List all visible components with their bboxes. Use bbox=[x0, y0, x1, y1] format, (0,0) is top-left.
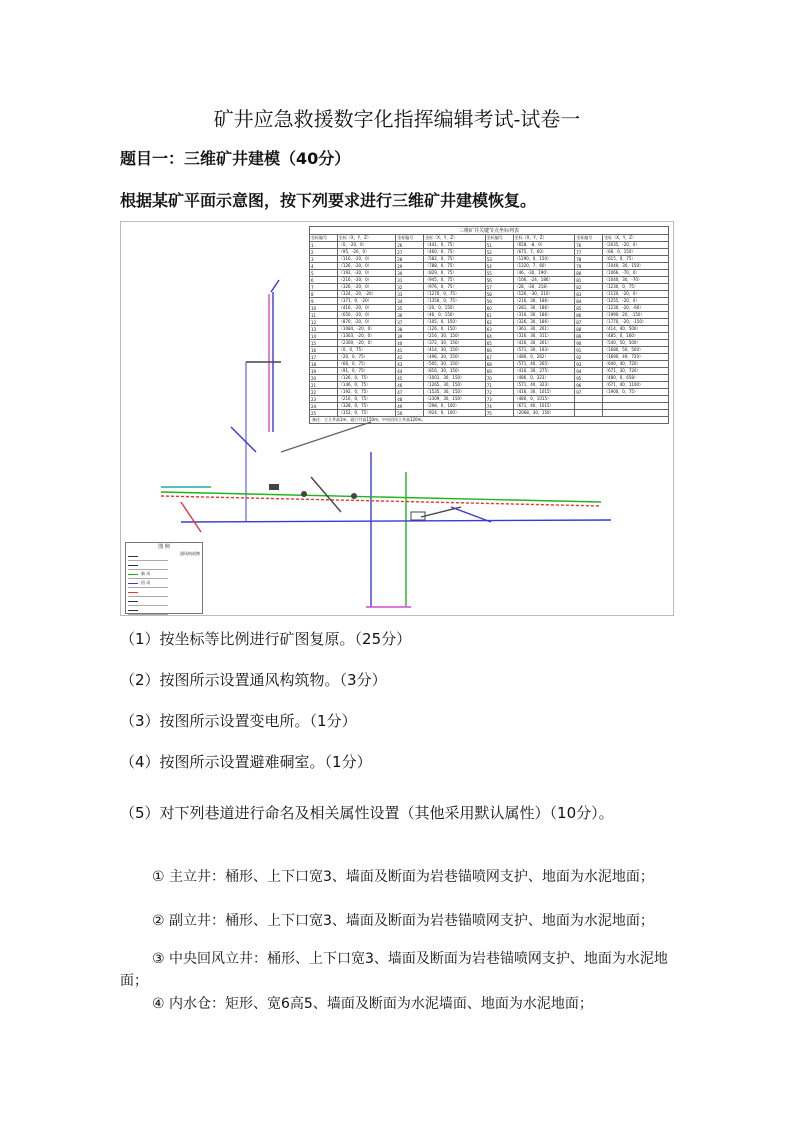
table-cell: 54 bbox=[485, 263, 513, 270]
table-cell: 74 bbox=[485, 403, 513, 410]
table-cell: （2300，-20，0） bbox=[337, 340, 395, 347]
table-cell: 50 bbox=[396, 410, 424, 417]
table-cell: （441，0，75） bbox=[424, 242, 486, 249]
table-cell: 51 bbox=[485, 242, 513, 249]
table-cell: 4 bbox=[310, 263, 338, 270]
subitem-1-number: ① bbox=[152, 869, 165, 885]
table-cell: （1690，49，720） bbox=[603, 354, 669, 361]
table-header-cell: 坐标编号 bbox=[575, 235, 603, 242]
subitem-4-text: 内水仓：矩形、宽6高5、墙面及断面为水泥墙面、地面为水泥地面； bbox=[169, 996, 593, 1012]
table-cell: 73 bbox=[485, 396, 513, 403]
branch-c bbox=[311, 477, 341, 512]
coordinate-table-note: 备注：主立井高1m，副立井高150m，中央回风立井高120m。 bbox=[309, 417, 669, 424]
table-cell: 40 bbox=[396, 340, 424, 347]
table-cell: （2035，-20，0） bbox=[603, 242, 669, 249]
table-cell: （945，0，75） bbox=[424, 277, 486, 284]
table-cell: 60 bbox=[485, 305, 513, 312]
table-row bbox=[310, 396, 669, 403]
table-cell: 2 bbox=[310, 249, 338, 256]
table-row bbox=[310, 270, 669, 277]
table-cell: （671，40，1015） bbox=[513, 403, 575, 410]
table-cell: 97 bbox=[575, 389, 603, 396]
table-header-cell: 坐标（X，Y，Z） bbox=[424, 235, 486, 242]
legend-row bbox=[128, 552, 168, 561]
table-cell: （505，30，150） bbox=[424, 361, 486, 368]
table-row bbox=[310, 347, 669, 354]
table-cell bbox=[575, 410, 603, 417]
table-cell: （1990，20，-150） bbox=[603, 312, 669, 319]
table-cell: 58 bbox=[485, 291, 513, 298]
table-cell: （480，0，658） bbox=[603, 375, 669, 382]
item-5: （5）对下列巷道进行命名及相关属性设置（其他采用默认属性）（10分）。 bbox=[120, 804, 614, 822]
table-cell: （216，0，75） bbox=[337, 396, 395, 403]
table-cell: （146，0，75） bbox=[337, 382, 395, 389]
table-cell: （46，-30，190） bbox=[513, 270, 575, 277]
table-cell: 78 bbox=[575, 256, 603, 263]
table-cell: 83 bbox=[575, 291, 603, 298]
subitem-4 bbox=[120, 993, 676, 1015]
table-cell: （2309，30，150） bbox=[424, 396, 486, 403]
legend bbox=[125, 542, 203, 614]
table-cell: （416，30，261） bbox=[513, 340, 575, 347]
table-cell: 92 bbox=[575, 354, 603, 361]
table-row bbox=[310, 361, 669, 368]
table-row bbox=[310, 354, 669, 361]
subitem-3 bbox=[120, 948, 676, 992]
table-cell: （126，0，75） bbox=[337, 375, 395, 382]
table-cell: 61 bbox=[485, 312, 513, 319]
table-cell: 22 bbox=[310, 389, 338, 396]
legend-right-label: 通风构筑物 bbox=[180, 551, 200, 556]
table-cell: 45 bbox=[396, 375, 424, 382]
table-cell: 65 bbox=[485, 340, 513, 347]
table-cell: （540，50，500） bbox=[603, 340, 669, 347]
table-cell: 39 bbox=[396, 333, 424, 340]
table-cell: （106，-24，186） bbox=[513, 277, 575, 284]
table-cell: 12 bbox=[310, 319, 338, 326]
table-cell: 38 bbox=[396, 326, 424, 333]
item-1: （1）按坐标等比例进行矿图复原。（25分） bbox=[120, 630, 412, 648]
table-cell: （671，30，720） bbox=[603, 368, 669, 375]
table-cell: 68 bbox=[485, 361, 513, 368]
table-cell: 7 bbox=[310, 284, 338, 291]
table-cell: （496，30，150） bbox=[424, 354, 486, 361]
table-cell: （571，30，193） bbox=[513, 347, 575, 354]
table-cell: 20 bbox=[310, 375, 338, 382]
coordinate-table-title: 三维矿井关键节点坐标列表 bbox=[309, 226, 669, 234]
table-cell: （571，40，265） bbox=[513, 361, 575, 368]
legend-row bbox=[128, 597, 168, 606]
table-cell: 95 bbox=[575, 375, 603, 382]
subitem-3-number: ③ bbox=[152, 951, 165, 967]
table-cell bbox=[603, 396, 669, 403]
table-cell: 47 bbox=[396, 389, 424, 396]
table-header-cell: 坐标（X，Y，Z） bbox=[513, 235, 575, 242]
table-row bbox=[310, 382, 669, 389]
table-cell: 13 bbox=[310, 326, 338, 333]
table-cell: 46 bbox=[396, 382, 424, 389]
subitem-4-number: ④ bbox=[152, 996, 165, 1012]
table-cell: 72 bbox=[485, 389, 513, 396]
table-cell: （328，0，75） bbox=[337, 403, 395, 410]
table-header-cell: 坐标编号 bbox=[485, 235, 513, 242]
table-cell: 43 bbox=[396, 361, 424, 368]
table-cell: （480，0，1015） bbox=[513, 396, 575, 403]
legend-swatch bbox=[128, 583, 138, 584]
table-cell bbox=[575, 396, 603, 403]
table-cell: 49 bbox=[396, 403, 424, 410]
table-cell: 34 bbox=[396, 298, 424, 305]
table-row bbox=[310, 340, 669, 347]
table-cell: 48 bbox=[396, 396, 424, 403]
document-title: 矿井应急救援数字化指挥编辑考试-试卷一 bbox=[213, 107, 581, 131]
table-cell: （486，0，262） bbox=[513, 354, 575, 361]
table-row bbox=[310, 312, 669, 319]
table-cell: 44 bbox=[396, 368, 424, 375]
table-cell: 24 bbox=[310, 403, 338, 410]
table-cell: 70 bbox=[485, 375, 513, 382]
table-cell: 16 bbox=[310, 347, 338, 354]
legend-row bbox=[128, 579, 168, 588]
table-cell: 15 bbox=[310, 340, 338, 347]
table-cell: （1066，-70，0） bbox=[603, 270, 669, 277]
table-cell: （1770，-20，-150） bbox=[603, 319, 669, 326]
shaft-top bbox=[271, 280, 279, 292]
table-cell: （1230，0，75） bbox=[603, 284, 669, 291]
table-cell: （126，-30，210） bbox=[513, 291, 575, 298]
table-cell: 11 bbox=[310, 312, 338, 319]
table-cell: 82 bbox=[575, 284, 603, 291]
table-cell: 88 bbox=[575, 326, 603, 333]
table-cell: 32 bbox=[396, 284, 424, 291]
table-cell: （20，0，150） bbox=[424, 305, 486, 312]
branch-b bbox=[181, 502, 201, 532]
table-cell: 31 bbox=[396, 277, 424, 284]
table-header-cell: 坐标编号 bbox=[310, 235, 338, 242]
table-row bbox=[310, 256, 669, 263]
table-cell: （0，0，75） bbox=[337, 347, 395, 354]
table-row bbox=[310, 263, 669, 270]
table-cell: 76 bbox=[575, 242, 603, 249]
table-cell: 69 bbox=[485, 368, 513, 375]
table-cell: 89 bbox=[575, 333, 603, 340]
legend-row bbox=[128, 606, 168, 615]
table-row bbox=[310, 242, 669, 249]
table-cell: 42 bbox=[396, 354, 424, 361]
table-cell: （126，0，150） bbox=[424, 326, 486, 333]
table-cell: （66，0，150） bbox=[603, 249, 669, 256]
table-cell: 94 bbox=[575, 368, 603, 375]
table-cell: （416，30，1015） bbox=[513, 389, 575, 396]
table-cell: 1 bbox=[310, 242, 338, 249]
table-cell: （1320，7，60） bbox=[513, 263, 575, 270]
subitem-2-number: ② bbox=[152, 913, 165, 929]
table-cell: （0，-20，0） bbox=[337, 242, 395, 249]
coordinate-table-header bbox=[310, 235, 669, 242]
table-row bbox=[310, 249, 669, 256]
table-cell: （1270，0，75） bbox=[424, 291, 486, 298]
table-cell: （1265，30，150） bbox=[424, 382, 486, 389]
table-cell: 5 bbox=[310, 270, 338, 277]
table-cell: （371，0，-20） bbox=[337, 298, 395, 305]
table-cell: （1230，-20，-60） bbox=[603, 305, 669, 312]
table-cell bbox=[575, 403, 603, 410]
table-cell: （20，0，75） bbox=[337, 354, 395, 361]
node-marker bbox=[301, 491, 307, 497]
table-cell: 8 bbox=[310, 291, 338, 298]
table-cell: （1535，30，150） bbox=[424, 389, 486, 396]
table-row bbox=[310, 277, 669, 284]
table-row bbox=[310, 319, 669, 326]
table-cell bbox=[603, 410, 669, 417]
table-cell: 10 bbox=[310, 305, 338, 312]
table-cell: （788，0，75） bbox=[424, 263, 486, 270]
table-cell: （1290，0，150） bbox=[513, 256, 575, 263]
table-cell: （1040，30，150） bbox=[603, 263, 669, 270]
table-cell: 59 bbox=[485, 298, 513, 305]
table-cell: （324，-20，-20） bbox=[337, 291, 395, 298]
table-cell: （326，30，186） bbox=[513, 319, 575, 326]
table-cell: 93 bbox=[575, 361, 603, 368]
table-row bbox=[310, 326, 669, 333]
table-cell: 41 bbox=[396, 347, 424, 354]
table-cell: 33 bbox=[396, 291, 424, 298]
legend-label: 回 风 bbox=[141, 580, 151, 585]
table-cell: （671，40，1100） bbox=[603, 382, 669, 389]
table-row bbox=[310, 305, 669, 312]
table-cell: 71 bbox=[485, 382, 513, 389]
subitem-1 bbox=[120, 866, 676, 888]
table-cell: 75 bbox=[485, 410, 513, 417]
table-cell: 17 bbox=[310, 354, 338, 361]
table-cell: （976，0，75） bbox=[424, 284, 486, 291]
table-cell: （1040，30，-70） bbox=[603, 277, 669, 284]
table-cell: （582，0，75） bbox=[424, 256, 486, 263]
subitem-3-text: 中央回风立井：桶形、上下口宽3、墙面及断面为岩巷锚喷网支护、地面为水泥地面； bbox=[120, 951, 668, 989]
table-cell: （460，0，75） bbox=[424, 249, 486, 256]
table-row bbox=[310, 410, 669, 417]
legend-title: 图 例 bbox=[158, 544, 170, 550]
legend-label: 新 风 bbox=[141, 571, 151, 576]
table-cell: 23 bbox=[310, 396, 338, 403]
table-cell: （416，30，275） bbox=[513, 368, 575, 375]
table-cell: 18 bbox=[310, 361, 338, 368]
table-cell: 91 bbox=[575, 347, 603, 354]
table-cell: 63 bbox=[485, 326, 513, 333]
table-row bbox=[310, 368, 669, 375]
table-cell: 53 bbox=[485, 256, 513, 263]
table-cell: （1303，-20，0） bbox=[337, 333, 395, 340]
legend-swatch bbox=[128, 556, 138, 557]
table-cell: 26 bbox=[396, 242, 424, 249]
table-cell bbox=[603, 403, 669, 410]
table-cell: 27 bbox=[396, 249, 424, 256]
table-row bbox=[310, 375, 669, 382]
table-cell: 19 bbox=[310, 368, 338, 375]
coordinate-table bbox=[309, 234, 669, 417]
ventilation-structure bbox=[269, 484, 279, 490]
table-cell: （1900，0，75） bbox=[603, 389, 669, 396]
table-cell: （361，30，261） bbox=[513, 326, 575, 333]
table-cell: 30 bbox=[396, 270, 424, 277]
table-cell: 87 bbox=[575, 319, 603, 326]
table-cell: （28，-30，218） bbox=[513, 284, 575, 291]
table-cell: 67 bbox=[485, 354, 513, 361]
table-cell: 21 bbox=[310, 382, 338, 389]
table-cell: 55 bbox=[485, 270, 513, 277]
legend-swatch bbox=[128, 610, 138, 611]
node-marker bbox=[351, 493, 357, 499]
table-cell: （316，30，311） bbox=[513, 333, 575, 340]
table-cell: （66，0，75） bbox=[337, 361, 395, 368]
table-cell: 64 bbox=[485, 333, 513, 340]
table-cell: 96 bbox=[575, 382, 603, 389]
table-cell: 3 bbox=[310, 256, 338, 263]
legend-swatch bbox=[128, 574, 138, 575]
table-cell: （870，-20，0） bbox=[337, 319, 395, 326]
table-cell: （1255，-20，0） bbox=[603, 298, 669, 305]
table-cell: 85 bbox=[575, 305, 603, 312]
legend-row bbox=[128, 570, 168, 579]
table-cell: 84 bbox=[575, 298, 603, 305]
table-cell: （216，-20，0） bbox=[337, 277, 395, 284]
table-cell: （95，-20，0） bbox=[337, 249, 395, 256]
table-cell: （640，40，720） bbox=[603, 361, 669, 368]
table-cell: 28 bbox=[396, 256, 424, 263]
table-cell: 36 bbox=[396, 312, 424, 319]
table-cell: 79 bbox=[575, 263, 603, 270]
table-cell: 80 bbox=[575, 270, 603, 277]
table-cell: （46，0，150） bbox=[424, 312, 486, 319]
table-cell: 35 bbox=[396, 305, 424, 312]
legend-row bbox=[128, 561, 168, 570]
legend-row bbox=[128, 588, 168, 597]
coordinate-table-panel bbox=[309, 226, 669, 424]
table-row bbox=[310, 298, 669, 305]
subitem-2-text: 副立井：桶形、上下口宽3、墙面及断面为岩巷锚喷网支护、地面为水泥地面； bbox=[169, 913, 654, 929]
table-cell: （924，0，100） bbox=[424, 410, 486, 417]
table-cell: （192，0，75） bbox=[337, 389, 395, 396]
table-cell: （650，-20，0） bbox=[337, 312, 395, 319]
table-cell: （116，-20，0） bbox=[337, 256, 395, 263]
table-row bbox=[310, 333, 669, 340]
table-cell: （1084，-20，0） bbox=[337, 326, 395, 333]
table-cell: （416，-20，0） bbox=[337, 305, 395, 312]
subitem-2 bbox=[120, 910, 676, 932]
table-cell: （1680，50，500） bbox=[603, 347, 669, 354]
table-cell: （485，0，160） bbox=[603, 333, 669, 340]
item-4: （4）按图所示设置避难硐室。（1分） bbox=[120, 753, 372, 771]
table-cell: （675，7，60） bbox=[513, 249, 575, 256]
table-cell: （658，-8，0） bbox=[513, 242, 575, 249]
table-cell: （571，40，323） bbox=[513, 382, 575, 389]
table-header-cell: 坐标编号 bbox=[396, 235, 424, 242]
table-cell: （352，0，75） bbox=[337, 410, 395, 417]
table-cell: 66 bbox=[485, 347, 513, 354]
table-cell: （486，0，323） bbox=[513, 375, 575, 382]
table-row bbox=[310, 403, 669, 410]
table-cell: （298，0，100） bbox=[424, 403, 486, 410]
table-cell: （372，30，150） bbox=[424, 340, 486, 347]
inclined-branch bbox=[281, 422, 371, 452]
table-cell: （192，-20，0） bbox=[337, 270, 395, 277]
table-cell: （414，30，150） bbox=[424, 347, 486, 354]
subitem-1-text: 主立井：桶形、上下口宽3、墙面及断面为岩巷锚喷网支护、地面为水泥地面； bbox=[169, 869, 654, 885]
table-cell: 14 bbox=[310, 333, 338, 340]
table-row bbox=[310, 291, 669, 298]
table-cell: （1120，-20，0） bbox=[603, 291, 669, 298]
legend-swatch bbox=[128, 592, 138, 593]
legend-swatch bbox=[128, 565, 138, 566]
section-heading: 题目一：三维矿井建模（40分） bbox=[120, 149, 351, 168]
branch-e bbox=[451, 507, 491, 522]
table-cell: 62 bbox=[485, 319, 513, 326]
table-cell: 25 bbox=[310, 410, 338, 417]
table-cell: （91，0，75） bbox=[337, 368, 395, 375]
item-3: （3）按图所示设置变电所。（1分） bbox=[120, 712, 357, 730]
table-cell: 56 bbox=[485, 277, 513, 284]
table-cell: 86 bbox=[575, 312, 603, 319]
table-row bbox=[310, 389, 669, 396]
table-cell: （126，-20，0） bbox=[337, 263, 395, 270]
table-cell: （216，30，186） bbox=[513, 298, 575, 305]
item-2: （2）按图所示设置通风构筑物。（3分） bbox=[120, 671, 387, 689]
table-cell: 77 bbox=[575, 249, 603, 256]
table-cell: 6 bbox=[310, 277, 338, 284]
table-header-cell: 坐标（X，Y，Z） bbox=[337, 235, 395, 242]
table-cell: （816，30，150） bbox=[424, 368, 486, 375]
table-cell: 81 bbox=[575, 277, 603, 284]
table-cell: （1001，30，150） bbox=[424, 375, 486, 382]
table-cell: （316，30，186） bbox=[513, 312, 575, 319]
table-cell: 9 bbox=[310, 298, 338, 305]
mine-plan-figure bbox=[120, 221, 674, 616]
table-cell: （615，0，75） bbox=[603, 256, 669, 263]
table-row bbox=[310, 284, 669, 291]
table-cell: （414，40，500） bbox=[603, 326, 669, 333]
table-cell: 29 bbox=[396, 263, 424, 270]
branch-a bbox=[231, 427, 256, 452]
legend-swatch bbox=[128, 601, 138, 602]
table-cell: （1350，0，75） bbox=[424, 298, 486, 305]
table-cell: 90 bbox=[575, 340, 603, 347]
table-header-cell: 坐标（X，Y，Z） bbox=[603, 235, 669, 242]
instruction-text: 根据某矿平面示意图，按下列要求进行三维矿井建模恢复。 bbox=[120, 191, 537, 210]
table-cell: （105，0，150） bbox=[424, 319, 486, 326]
table-cell: 52 bbox=[485, 249, 513, 256]
table-cell: 37 bbox=[396, 319, 424, 326]
table-cell: （281，30，186） bbox=[513, 305, 575, 312]
table-cell: （2068，30，150） bbox=[513, 410, 575, 417]
table-cell: （829，0，75） bbox=[424, 270, 486, 277]
table-cell: 57 bbox=[485, 284, 513, 291]
table-cell: （326，-20，0） bbox=[337, 284, 395, 291]
table-cell: （216，30，150） bbox=[424, 333, 486, 340]
